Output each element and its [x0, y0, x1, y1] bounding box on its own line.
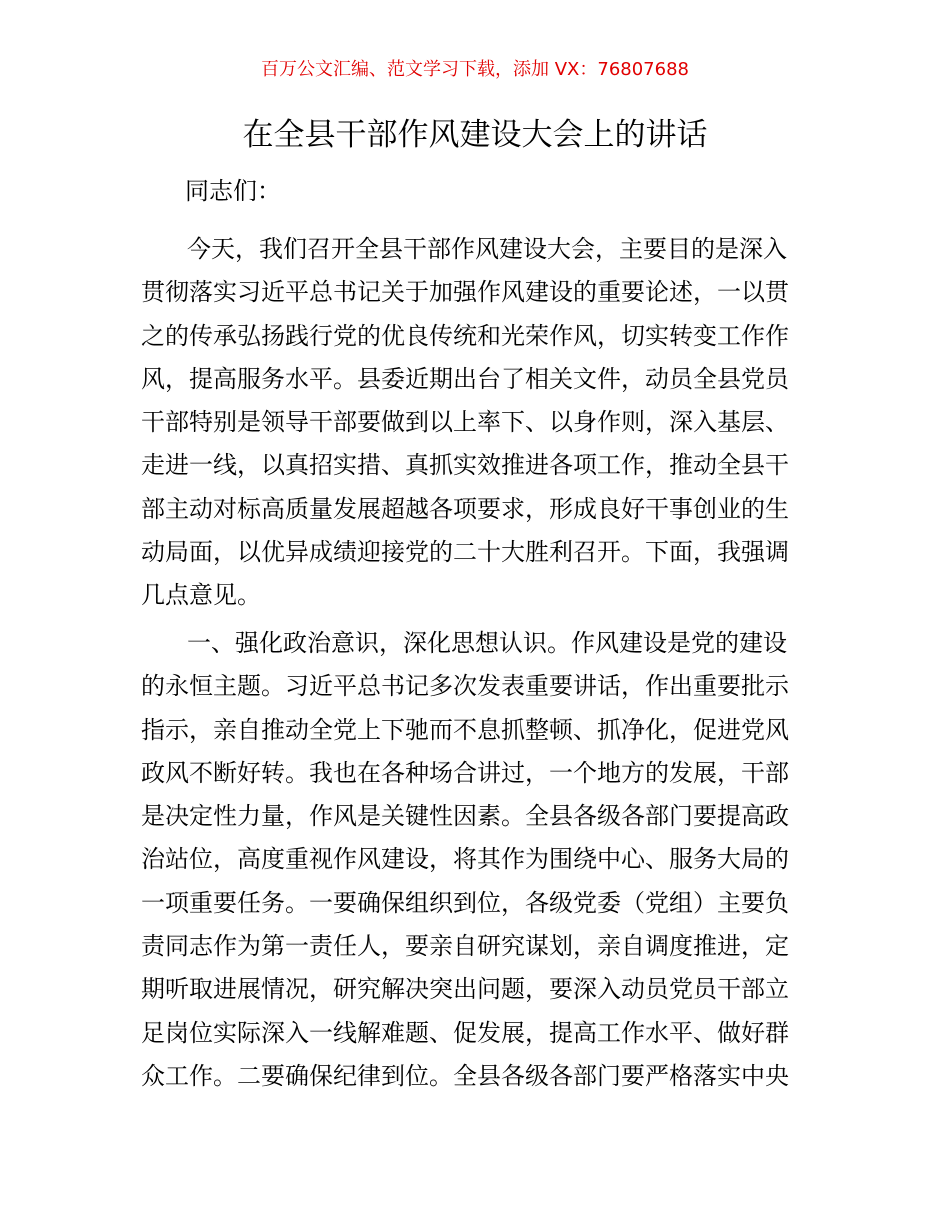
paragraph-line: 指示，亲自推动全党上下驰而不息抓整顿、抓净化，促进党风 — [141, 715, 789, 744]
paragraph-line: 几点意见。 — [141, 581, 261, 610]
paragraph-line: 足岗位实际深入一线解难题、促发展，提高工作水平、做好群 — [141, 1018, 789, 1047]
watermark-banner: 百万公文汇编、范文学习下载，添加 VX：76807688 — [261, 59, 689, 80]
paragraph-line: 动局面，以优异成绩迎接党的二十大胜利召开。下面，我强调 — [141, 538, 789, 567]
paragraph-line: 走进一线，以真招实措、真抓实效推进各项工作，推动全县干 — [141, 451, 789, 480]
paragraph-line: 治站位，高度重视作风建设，将其作为围绕中心、服务大局的 — [141, 845, 789, 874]
paragraph-line: 是决定性力量，作风是关键性因素。全县各级各部门要提高政 — [141, 802, 789, 831]
paragraph-line: 的永恒主题。习近平总书记多次发表重要讲话，作出重要批示 — [141, 672, 789, 701]
paragraph-line: 风，提高服务水平。县委近期出台了相关文件，动员全县党员 — [141, 364, 789, 393]
paragraph-line: 责同志作为第一责任人，要亲自研究谋划，亲自调度推进，定 — [141, 932, 789, 961]
paragraph-line: 期听取进展情况，研究解决突出问题，要深入动员党员干部立 — [141, 975, 789, 1004]
paragraph-line: 之的传承弘扬践行党的优良传统和光荣作风，切实转变工作作 — [141, 321, 789, 350]
salutation: 同志们： — [185, 177, 281, 205]
paragraph-line: 一、强化政治意识，深化思想认识。作风建设是党的建设 — [187, 629, 787, 657]
paragraph-intro — [141, 228, 821, 618]
document-title: 在全县干部作风建设大会上的讲话 — [242, 117, 708, 153]
paragraph-line: 部主动对标高质量发展超越各项要求，形成良好干事创业的生 — [141, 494, 789, 523]
paragraph-line: 一项重要任务。一要确保组织到位，各级党委（党组）主要负 — [141, 888, 789, 917]
paragraph-line: 今天，我们召开全县干部作风建设大会，主要目的是深入 — [187, 235, 787, 263]
paragraph-line: 政风不断好转。我也在各种场合讲过，一个地方的发展，干部 — [141, 758, 789, 787]
paragraph-line: 贯彻落实习近平总书记关于加强作风建设的重要论述，一以贯 — [141, 278, 789, 307]
paragraph-line: 众工作。二要确保纪律到位。全县各级各部门要严格落实中央 — [141, 1061, 789, 1090]
paragraph-section-one — [141, 622, 821, 1098]
paragraph-line: 干部特别是领导干部要做到以上率下、以身作则，深入基层、 — [141, 408, 789, 437]
